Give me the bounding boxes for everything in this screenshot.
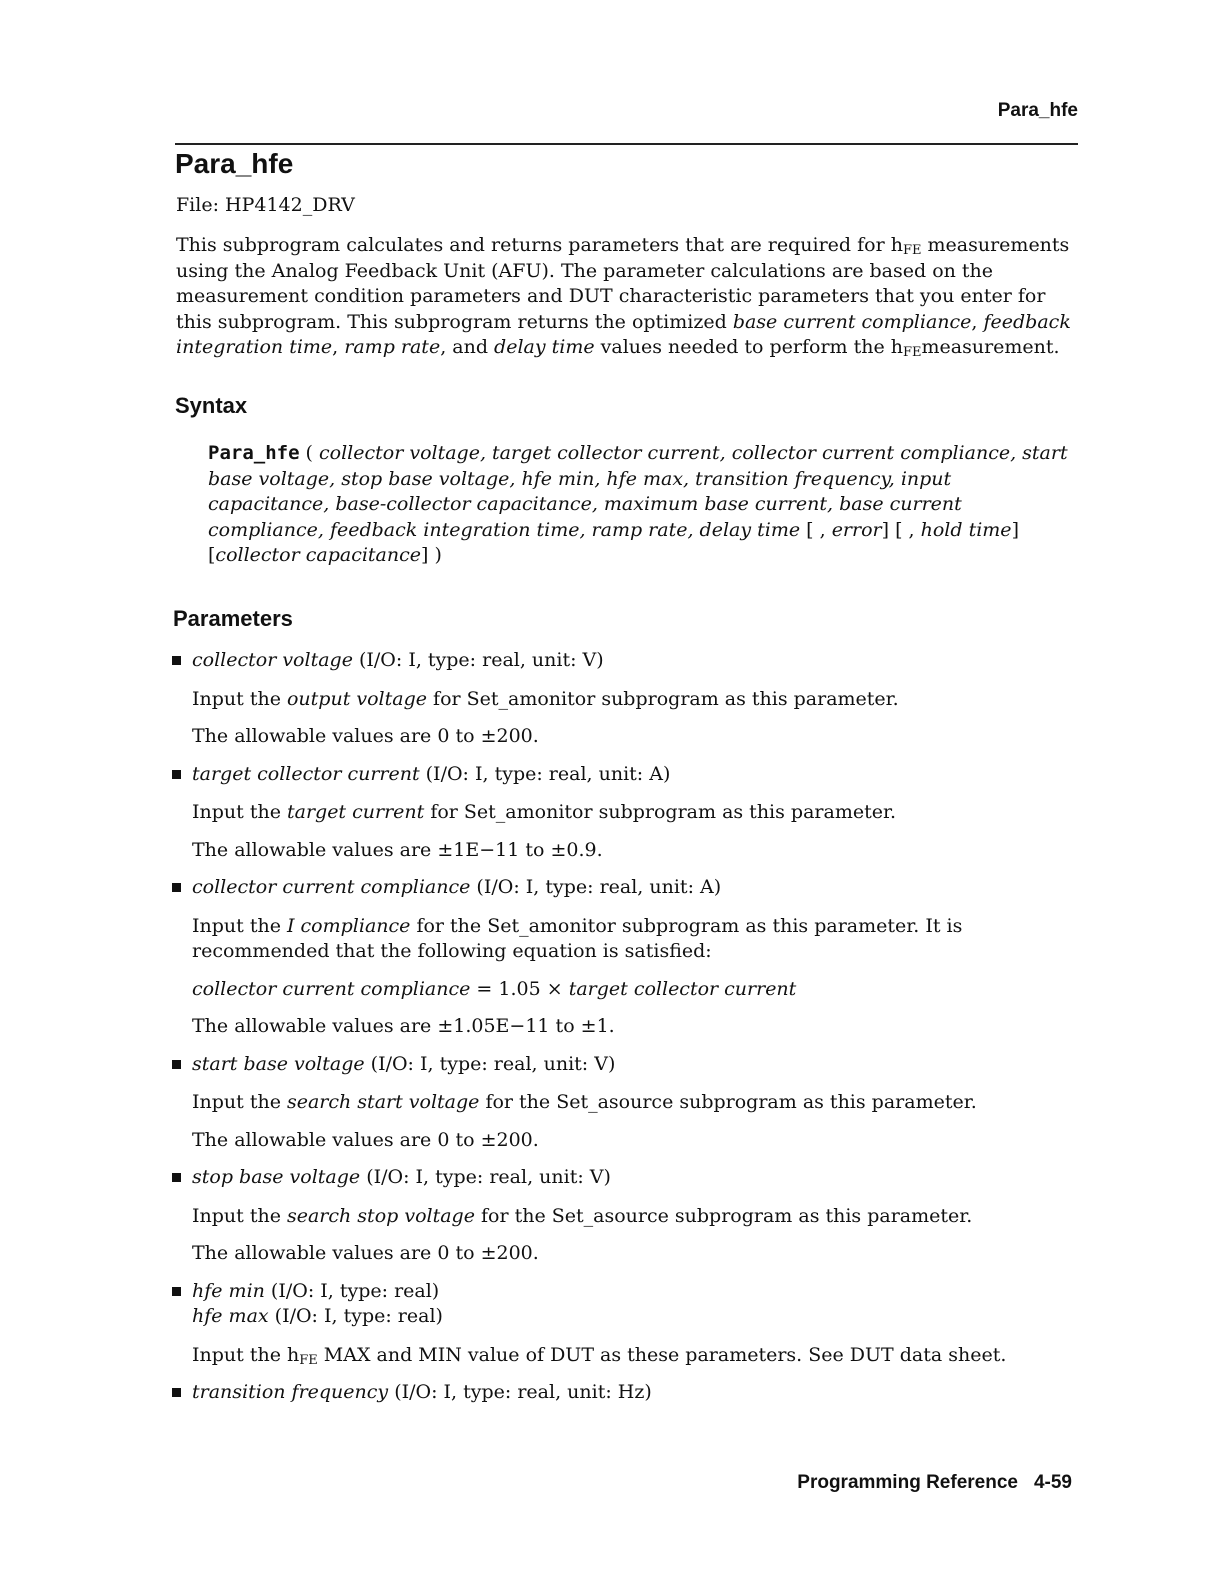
intro-subscript: FE xyxy=(902,243,922,258)
intro-emphasis: base current compliance xyxy=(732,310,972,333)
intro-text: , xyxy=(332,336,345,358)
syntax-block xyxy=(208,441,1068,569)
syntax-bracket: ] xyxy=(1011,518,1019,541)
param-range: The allowable values are 0 to ±200. xyxy=(192,1242,539,1264)
bullet-icon xyxy=(172,1173,181,1182)
bullet-icon xyxy=(172,883,181,892)
footer-section: Programming Reference xyxy=(797,1472,1018,1493)
page-number: 4-59 xyxy=(1033,1472,1072,1493)
param-spec: (I/O: I, type: real, unit: A) xyxy=(470,876,722,898)
running-head: Para_hfe xyxy=(997,100,1078,121)
param-target-collector-current xyxy=(172,762,1072,864)
equation-operator: = 1.05 × xyxy=(470,977,569,1000)
intro-text: , and xyxy=(440,336,495,358)
syntax-args: collector voltage, target collector current, collector current compliance, start base voltage, stop base voltage, hfe min, hfe max, transition frequency, input capacitance, base-collector capacitance, maximum base current, base current compliance, feedback integration time, ramp rate, delay time xyxy=(208,442,1068,541)
syntax-bracket: ] ) xyxy=(421,544,442,566)
intro-subscript: FE xyxy=(903,345,922,360)
param-spec: (I/O: I, type: real) xyxy=(268,1305,443,1327)
bullet-icon xyxy=(172,656,181,665)
param-collector-voltage xyxy=(172,648,1072,750)
syntax-bracket: ] xyxy=(881,518,890,541)
param-range: The allowable values are ±1E−11 to ±0.9. xyxy=(192,838,603,861)
page-title: Para_hfe xyxy=(175,148,294,179)
equation-rhs: target collector current xyxy=(568,977,797,1000)
param-name: target collector current xyxy=(192,762,420,785)
param-desc-emphasis: search start voltage xyxy=(286,1091,480,1113)
file-line xyxy=(176,193,355,219)
param-spec: (I/O: I, type: real) xyxy=(264,1279,440,1302)
param-range: The allowable values are ±1.05E−11 to ±1. xyxy=(192,1015,615,1037)
param-range: The allowable values are 0 to ±200. xyxy=(192,1128,539,1151)
param-desc: for Set_amonitor subprogram as this parameter. xyxy=(424,801,896,823)
param-desc: for the Set_asource subprogram as this parameter. xyxy=(479,1091,977,1113)
intro-emphasis: feedback integration time xyxy=(176,310,1071,358)
syntax-optional-arg: hold time xyxy=(920,518,1012,541)
param-desc-emphasis: target current xyxy=(286,801,425,823)
param-name: stop base voltage xyxy=(192,1166,361,1188)
param-transition-frequency xyxy=(172,1380,1072,1406)
param-desc-emphasis: output voltage xyxy=(286,687,427,710)
intro-emphasis: delay time xyxy=(494,336,595,358)
page-footer xyxy=(700,1472,1072,1494)
param-spec: (I/O: I, type: real, unit: V) xyxy=(360,1166,611,1188)
bullet-icon xyxy=(172,1060,181,1069)
param-name: hfe min xyxy=(192,1279,265,1302)
param-name: collector current compliance xyxy=(192,876,471,898)
bullet-icon xyxy=(172,1287,181,1296)
intro-text: measurements using the Analog Feedback Unit (AFU). The parameter calculations are based on the measurement condition parameters and DUT characteristic parameters that you enter for this subprogram. This subprogram returns the optimized xyxy=(176,234,1070,333)
param-desc: Input the xyxy=(192,801,287,823)
param-spec: (I/O: I, type: real, unit: V) xyxy=(364,1052,616,1075)
header-rule xyxy=(175,143,1078,145)
param-desc-emphasis: search stop voltage xyxy=(286,1204,475,1227)
parameters-heading: Parameters xyxy=(173,606,293,631)
syntax-optional-arg: collector capacitance xyxy=(215,544,421,566)
syntax-optional-arg: error xyxy=(831,518,882,541)
param-desc: Input the xyxy=(192,1091,287,1113)
param-desc: MAX and MIN value of DUT as these parameters. See DUT data sheet. xyxy=(317,1343,1007,1366)
param-spec: (I/O: I, type: real, unit: A) xyxy=(419,762,671,785)
param-desc: for the Set_asource subprogram as this parameter. xyxy=(474,1204,973,1227)
intro-text: values needed to perform the h xyxy=(594,336,903,358)
param-range: The allowable values are 0 to ±200. xyxy=(192,725,539,747)
param-desc: for Set_amonitor subprogram as this parameter. xyxy=(427,687,899,710)
bullet-icon xyxy=(172,770,181,779)
param-stop-base-voltage xyxy=(172,1165,1072,1267)
param-hfe-min-max xyxy=(172,1279,1072,1369)
param-name: hfe max xyxy=(192,1305,269,1327)
intro-text: This subprogram calculates and returns parameters that are required for h xyxy=(176,234,903,256)
equation-lhs: collector current compliance xyxy=(192,977,471,1000)
param-desc: for the Set_amonitor subprogram as this parameter. It is recommended that the following equation is satisfied: xyxy=(192,914,963,962)
file-value: HP4142_DRV xyxy=(225,194,355,216)
syntax-keyword: Para_hfe xyxy=(208,442,300,464)
syntax-bracket: [ , xyxy=(800,518,832,541)
param-spec: (I/O: I, type: real, unit: Hz) xyxy=(388,1381,652,1403)
syntax-bracket: [ xyxy=(208,544,216,566)
intro-emphasis: ramp rate xyxy=(344,336,441,358)
intro-text: measurement. xyxy=(921,336,1060,358)
file-label: File: xyxy=(176,194,219,216)
syntax-heading: Syntax xyxy=(175,393,248,418)
param-name: start base voltage xyxy=(192,1052,365,1075)
param-desc: Input the xyxy=(192,687,287,710)
parameter-list xyxy=(172,648,1072,1406)
param-desc: Input the h xyxy=(192,1343,300,1366)
param-desc-subscript: FE xyxy=(299,1352,318,1368)
param-desc: Input the xyxy=(192,914,287,937)
param-desc: Input the xyxy=(192,1204,287,1227)
param-name: transition frequency xyxy=(192,1381,389,1403)
param-spec: (I/O: I, type: real, unit: V) xyxy=(352,649,604,671)
param-collector-current-compliance xyxy=(172,875,1072,1040)
bullet-icon xyxy=(172,1388,181,1397)
intro-text: , xyxy=(971,310,984,333)
param-name: collector voltage xyxy=(192,649,353,671)
param-equation xyxy=(192,977,1072,1003)
param-start-base-voltage xyxy=(172,1052,1072,1154)
param-desc-emphasis: I compliance xyxy=(286,914,411,937)
intro-paragraph xyxy=(176,233,1076,361)
syntax-bracket: [ , xyxy=(889,518,921,541)
syntax-paren: ( xyxy=(299,442,320,464)
